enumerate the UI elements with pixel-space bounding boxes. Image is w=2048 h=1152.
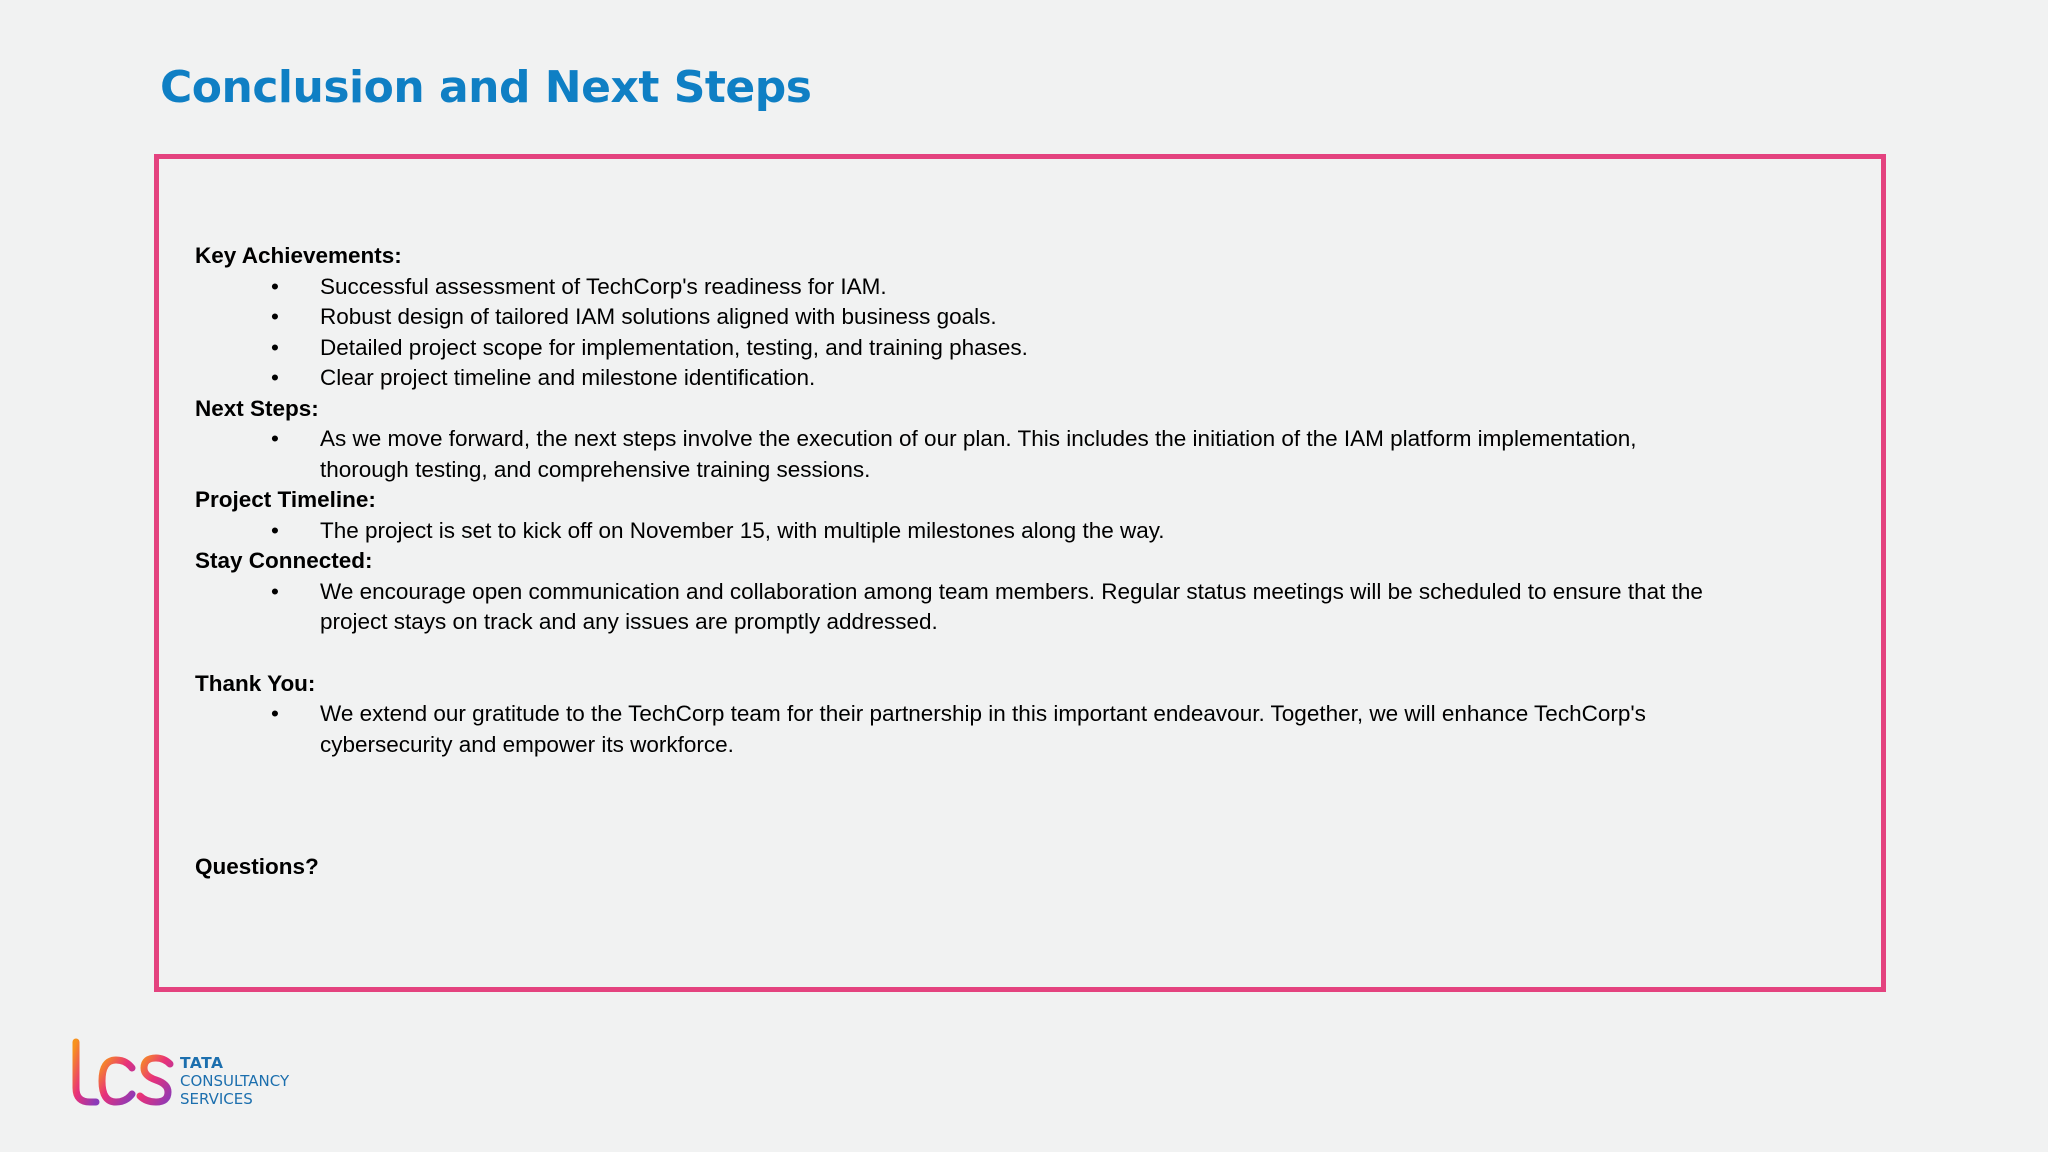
section-heading-next-steps: Next Steps: [195, 395, 319, 421]
tcs-logo [66, 1038, 306, 1110]
bullet-text: Robust design of tailored IAM solutions aligned with business goals. [320, 304, 997, 329]
content-body [195, 241, 1815, 883]
bullet-icon: • [271, 365, 279, 390]
logo-line-tata: TATA [180, 1054, 224, 1072]
bullet-icon: • [271, 701, 279, 726]
list-item [195, 577, 1775, 638]
list-item [195, 333, 1775, 364]
stay-connected-list [195, 577, 1815, 638]
questions-heading: Questions? [195, 854, 319, 879]
bullet-icon: • [271, 517, 279, 543]
list-item [195, 699, 1775, 760]
spacer [195, 760, 1815, 852]
bullet-icon: • [271, 304, 279, 329]
project-timeline-list [195, 516, 1815, 547]
logo-line-consultancy: CONSULTANCY [180, 1072, 290, 1090]
next-steps-list [195, 424, 1815, 485]
key-achievements-list [195, 272, 1815, 394]
section-heading-thank-you: Thank You: [195, 670, 316, 696]
bullet-text: Detailed project scope for implementation, testing, and training phases. [320, 334, 1028, 360]
bullet-icon: • [271, 273, 279, 299]
bullet-text: As we move forward, the next steps involve the execution of our plan. This includes the initiation of the IAM platform implementation, thorough testing, and comprehensive training sessions. [320, 426, 1637, 482]
section-heading-key-achievements: Key Achievements: [195, 243, 402, 268]
bullet-text: Clear project timeline and milestone identification. [320, 365, 816, 390]
bullet-text: The project is set to kick off on November 15, with multiple milestones along the way. [320, 517, 1165, 543]
section-heading-project-timeline: Project Timeline: [195, 487, 376, 512]
content-frame [154, 154, 1886, 992]
logo-line-services: SERVICES [180, 1090, 253, 1108]
logo-text [180, 1054, 289, 1108]
list-item [195, 424, 1775, 485]
bullet-text: We encourage open communication and collaboration among team members. Regular status meetings will be scheduled to ensure that the project stays on track and any issues are promptly addressed. [320, 578, 1703, 634]
list-item [195, 302, 1775, 333]
thank-you-list [195, 699, 1815, 760]
section-heading-stay-connected: Stay Connected: [195, 548, 373, 573]
bullet-icon: • [271, 578, 279, 604]
bullet-text: We extend our gratitude to the TechCorp team for their partnership in this important endeavour. Together, we will enhance TechCorp's cybersecurity and empower its workforce. [320, 701, 1646, 757]
list-item [195, 516, 1775, 547]
spacer [195, 638, 1815, 669]
slide-title: Conclusion and Next Steps [160, 62, 812, 113]
list-item [195, 272, 1775, 303]
tcs-logo-mark-icon [66, 1038, 178, 1110]
bullet-text: Successful assessment of TechCorp's readiness for IAM. [320, 273, 887, 299]
list-item [195, 363, 1775, 394]
bullet-icon: • [271, 426, 279, 451]
bullet-icon: • [271, 334, 279, 360]
